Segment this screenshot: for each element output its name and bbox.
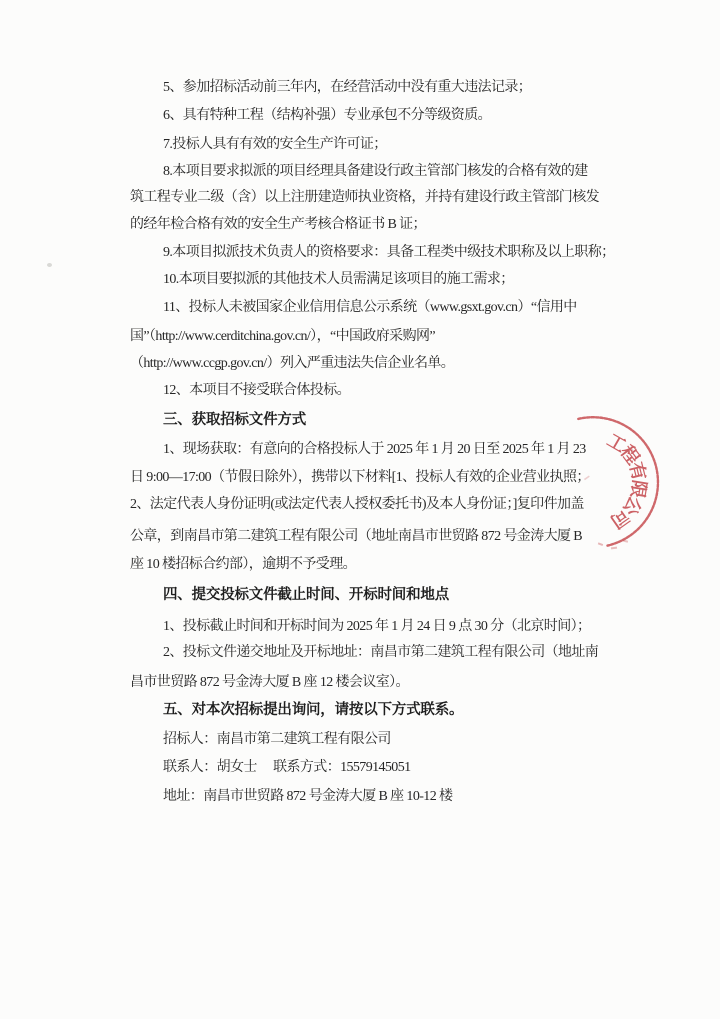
seal-smudges	[584, 475, 628, 549]
document-line: 联系人：胡女士 联系方式：15579145051	[163, 760, 411, 775]
document-line: 2、法定代表人身份证明(或法定代表人授权委托书)及本人身份证；]复印件加盖	[130, 497, 584, 512]
document-line: 6、具有特种工程（结构补强）专业承包不分等级资质。	[163, 108, 491, 123]
seal-character: 司	[606, 505, 633, 533]
document-line: （http://www.ccgp.gov.cn/）列入严重违法失信企业名单。	[130, 356, 455, 371]
scan-speck	[47, 263, 52, 267]
document-line: 11、投标人未被国家企业信用信息公示系统（www.gsxt.gov.cn）“信用中	[163, 300, 577, 315]
document-line: 8.本项目要求拟派的项目经理具备建设行政主管部门核发的合格有效的建	[163, 164, 588, 179]
document-line: 5、参加招标活动前三年内，在经营活动中没有重大违法记录；	[163, 80, 532, 95]
seal-character: 程	[616, 441, 644, 469]
document-line: 的经年检合格有效的安全生产考核合格证书 B 证；	[130, 217, 426, 232]
document-line: 7.投标人具有有效的安全生产许可证；	[163, 137, 387, 152]
document-line: 招标人：南昌市第二建筑工程有限公司	[163, 732, 391, 747]
seal-character: 限	[627, 478, 650, 500]
document-line: 9.本项目拟派技术负责人的资格要求：具备工程类中级技术职称及以上职称；	[163, 245, 615, 260]
seal-ring	[578, 417, 658, 545]
document-line: 1、投标截止时间和开标时间为 2025 年 1 月 24 日 9 点 30 分（北京时间）；	[163, 619, 591, 634]
document-line: 筑工程专业二级（含）以上注册建造师执业资格，并持有建设行政主管部门核发	[130, 190, 599, 205]
document-line: 国”（http://www.cerditchina.gov.cn/），“中国政府采购网”	[130, 329, 435, 344]
section-heading: 四、提交投标文件截止时间、开标时间和地点	[163, 587, 449, 603]
seal-character: 公	[618, 492, 646, 519]
document-line: 10.本项目要拟派的其他技术人员需满足该项目的施工需求；	[163, 272, 514, 287]
document-line: 日 9:00—17:00（节假日除外），携带以下材料[1、投标人有效的企业营业执照；	[130, 470, 590, 485]
section-heading: 三、获取招标文件方式	[163, 412, 306, 428]
document-line: 公章，到南昌市第二建筑工程有限公司（地址南昌市世贸路 872 号金涛大厦 B	[130, 529, 583, 544]
document-line: 1、现场获取：有意向的合格投标人于 2025 年 1 月 20 日至 2025 年 1 月 23	[163, 442, 586, 457]
seal-character: 有	[625, 459, 650, 483]
seal-text-group	[604, 430, 651, 532]
section-heading: 五、对本次招标提出询问，请按以下方式联系。	[163, 702, 464, 718]
document-line: 地址：南昌市世贸路 872 号金涛大厦 B 座 10-12 楼	[163, 789, 453, 804]
document-line: 2、投标文件递交地址及开标地址：南昌市第二建筑工程有限公司（地址南	[163, 645, 599, 660]
document-line: 昌市世贸路 872 号金涛大厦 B 座 12 楼会议室）。	[130, 675, 409, 690]
document-line: 12、本项目不接受联合体投标。	[163, 383, 350, 398]
document-line: 座 10 楼招标合约部），逾期不予受理。	[130, 557, 356, 572]
seal-character: 工	[603, 429, 630, 457]
